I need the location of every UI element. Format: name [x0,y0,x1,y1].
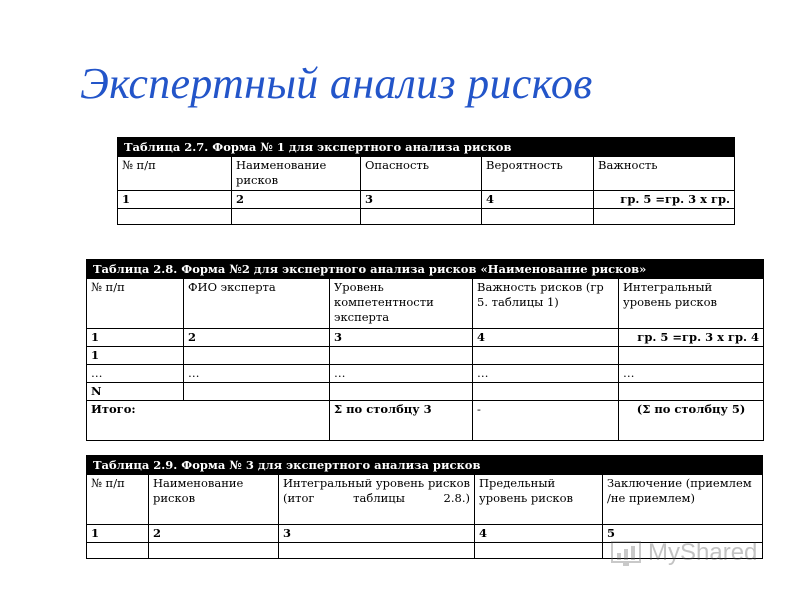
empty-cell [330,383,473,401]
empty-cell [87,543,149,559]
formula-cell: гр. 5 =гр. 3 х гр. 4 [619,329,764,347]
header-cell-integral-level: Интегральный уровень рисков [619,279,764,329]
risk-form-2-table [86,259,764,441]
empty-cell [619,347,764,365]
header-cell-importance: Важность [594,157,735,191]
empty-cell [603,543,763,559]
header-cell-number: № п/п [87,475,149,525]
ellipsis-cell: … [184,365,330,383]
number-cell: 4 [482,191,594,209]
header-cell-expert-name: ФИО эксперта [184,279,330,329]
empty-cell [361,209,482,225]
number-cell: 2 [232,191,361,209]
number-cell: 2 [149,525,279,543]
number-cell: 1 [118,191,232,209]
total-col3: Σ по столбцу 3 [330,401,473,441]
empty-cell [594,209,735,225]
header-cell-risk-name: Наименование рисков [232,157,361,191]
number-cell: 5 [603,525,763,543]
number-cell: 4 [473,329,619,347]
empty-cell [475,543,603,559]
ellipsis-cell: … [87,365,184,383]
header-cell-conclusion: Заключение (приемлем /не приемлем) [603,475,763,525]
table-caption: Таблица 2.9. Форма № 3 для экспертного анализа рисков [87,456,763,475]
total-col4: - [473,401,619,441]
table-caption: Таблица 2.7. Форма № 1 для экспертного анализа рисков [118,138,735,157]
ellipsis-cell: … [473,365,619,383]
total-label: Итого: [87,401,330,441]
header-cell-risk-name: Наименование рисков [149,475,279,525]
header-cell-risk-importance: Важность рисков (гр 5. таблицы 1) [473,279,619,329]
row-number-first: 1 [87,347,184,365]
header-cell-danger: Опасность [361,157,482,191]
table-caption: Таблица 2.8. Форма №2 для экспертного анализа рисков «Наименование рисков» [87,260,764,279]
empty-cell [473,347,619,365]
number-cell: 3 [330,329,473,347]
empty-cell [330,347,473,365]
row-number-last: N [87,383,184,401]
formula-cell: гр. 5 =гр. 3 х гр. [594,191,735,209]
slide-title: Экспертный анализ рисков [80,59,593,108]
ellipsis-cell: … [330,365,473,383]
risk-form-1-table [117,137,735,225]
empty-cell [232,209,361,225]
number-cell: 3 [279,525,475,543]
risk-form-3-table [86,455,763,559]
number-cell: 1 [87,525,149,543]
empty-cell [184,347,330,365]
number-cell: 3 [361,191,482,209]
empty-cell [473,383,619,401]
header-cell-competence: Уровень компетентности эксперта [330,279,473,329]
empty-cell [118,209,232,225]
empty-cell [149,543,279,559]
number-cell: 2 [184,329,330,347]
header-cell-number: № п/п [87,279,184,329]
ellipsis-cell: … [619,365,764,383]
number-cell: 1 [87,329,184,347]
total-col5: (Σ по столбцу 5) [619,401,764,441]
empty-cell [184,383,330,401]
empty-cell [279,543,475,559]
empty-cell [482,209,594,225]
number-cell: 4 [475,525,603,543]
header-cell-limit-level: Предельный уровень рисков [475,475,603,525]
empty-cell [619,383,764,401]
header-cell-probability: Вероятность [482,157,594,191]
watermark-text: MyShared [648,539,758,566]
header-cell-number: № п/п [118,157,232,191]
header-cell-integral-level: Интегральный уровень рисков (итог таблицы 2.8.) [279,475,475,525]
